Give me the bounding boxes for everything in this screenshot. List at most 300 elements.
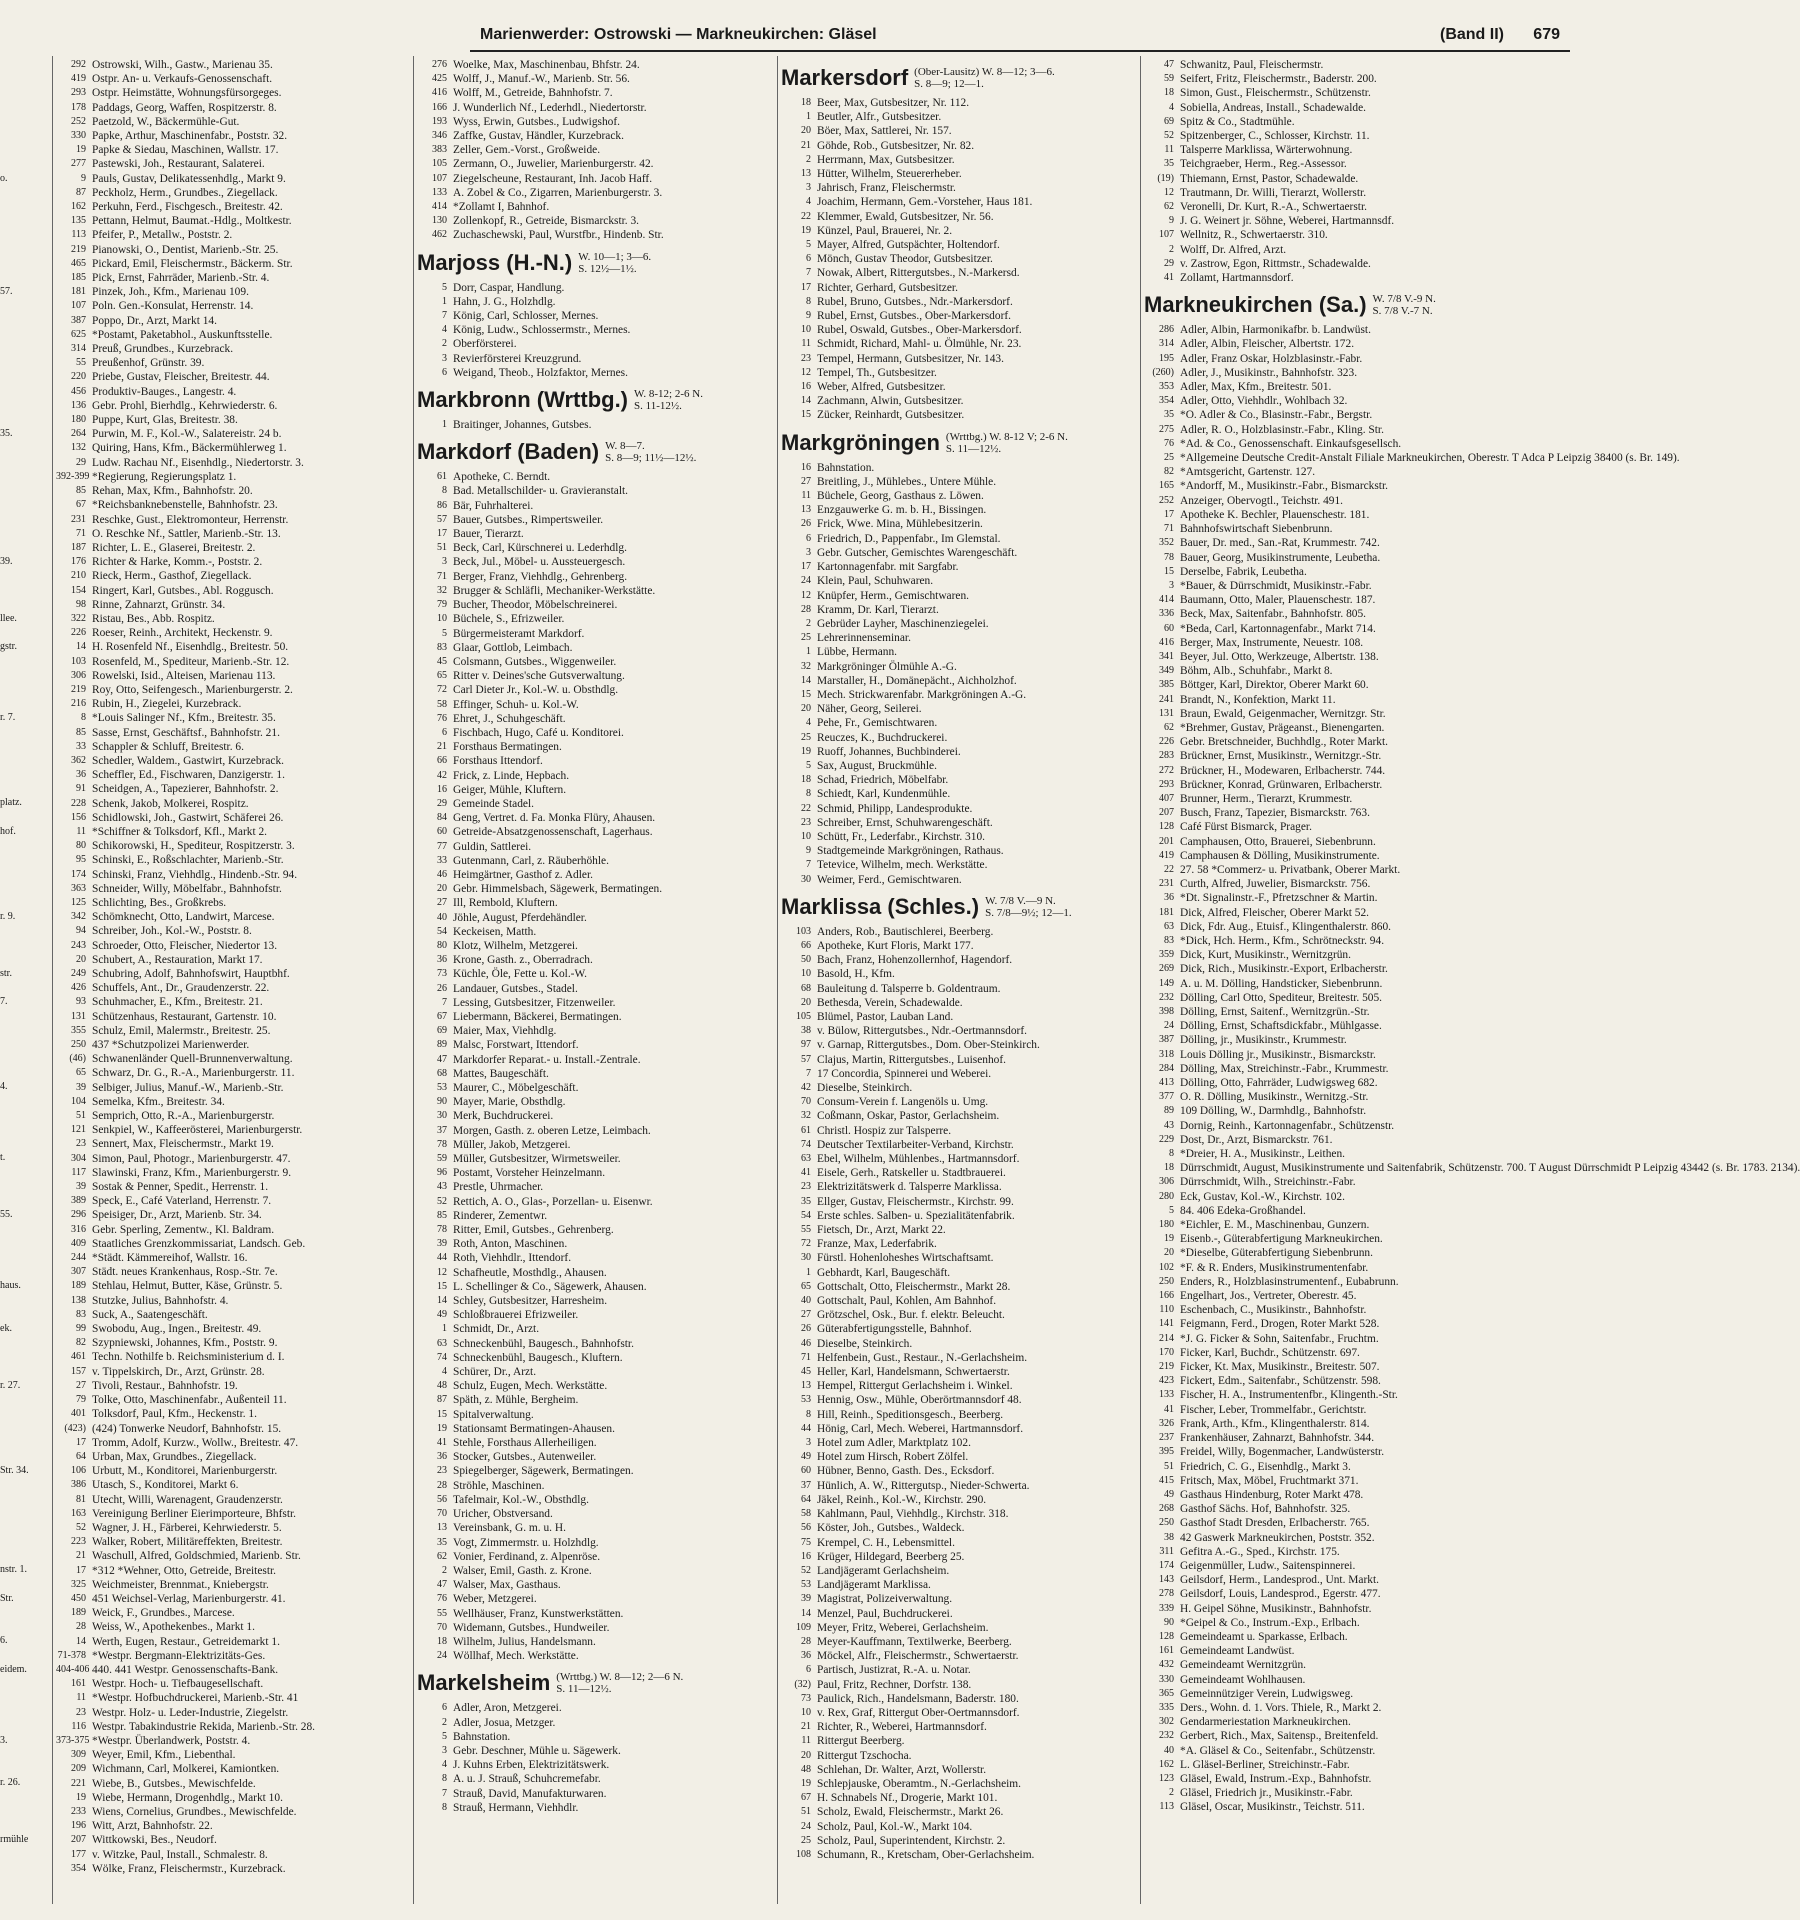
subscriber-text: Merk, Buchdruckerei. <box>453 1110 554 1123</box>
page-number: 679 <box>1533 26 1560 43</box>
directory-entry <box>1144 451 1680 465</box>
directory-entry <box>56 172 409 186</box>
subscriber-text: *Ad. & Co., Genossenschaft. Einkaufsgesellsch. <box>1180 437 1402 450</box>
subscriber-text: Schafheutle, Mosthdlg., Ahausen. <box>453 1266 607 1279</box>
margin-fragment: 7. <box>0 996 8 1008</box>
directory-entry <box>1144 1360 1580 1374</box>
directory-entry <box>1144 394 1580 408</box>
phone-number: 268 <box>1159 1503 1174 1515</box>
subscriber-text: Guldin, Sattlerei. <box>453 840 532 853</box>
phone-number: 250 <box>1159 1517 1174 1529</box>
directory-entry <box>417 754 772 768</box>
directory-entry <box>781 1280 1136 1294</box>
subscriber-text: Meyer-Kauffmann, Textilwerke, Beerberg. <box>817 1635 1012 1648</box>
subscriber-text: Hünlich, A. W., Rittergutsp., Nieder-Schwerta. <box>817 1479 1030 1492</box>
margin-fragment: 4. <box>0 1081 8 1093</box>
subscriber-text: Rieck, Herm., Gasthof, Ziegellack. <box>92 570 252 583</box>
phone-number: 67 <box>76 499 86 511</box>
directory-entry <box>781 1692 1136 1706</box>
subscriber-text: Feigmann, Ferd., Drogen, Roter Markt 528. <box>1180 1318 1380 1331</box>
subscriber-text: J. G. Weinert jr. Söhne, Weberei, Hartmannsdf. <box>1180 215 1395 228</box>
subscriber-text: Priebe, Gustav, Fleischer, Breitestr. 44. <box>92 371 270 384</box>
phone-number: 63 <box>801 1153 811 1165</box>
subscriber-text: Sasse, Ernst, Geschäftsf., Bahnhofstr. 21. <box>92 726 280 739</box>
phone-number: 19 <box>437 1422 447 1434</box>
subscriber-text: Weyer, Emil, Kfm., Liebenthal. <box>92 1749 236 1762</box>
subscriber-text: Büchele, Georg, Gasthaus z. Löwen. <box>817 490 984 503</box>
phone-number: 52 <box>1164 130 1174 142</box>
phone-number: 60 <box>1164 622 1174 634</box>
phone-number: 176 <box>71 556 86 568</box>
phone-number: 5 <box>442 281 447 293</box>
phone-number: 3 <box>442 556 447 568</box>
directory-entry <box>417 1550 772 1564</box>
subscriber-text: Sobiella, Andreas, Install., Schadewalde. <box>1180 101 1366 114</box>
directory-entry <box>417 996 772 1010</box>
subscriber-text: Schidlowski, Joh., Gastwirt, Schäferei 26. <box>92 811 284 824</box>
directory-entry <box>56 1478 409 1492</box>
directory-entry <box>417 1237 772 1251</box>
directory-entry <box>781 1024 1136 1038</box>
directory-entry <box>56 1422 409 1436</box>
directory-entry <box>56 1081 409 1095</box>
phone-number: 16 <box>801 381 811 393</box>
phone-number: 8 <box>442 1773 447 1785</box>
phone-number: 23 <box>801 352 811 364</box>
directory-entry <box>1144 565 1580 579</box>
directory-entry <box>417 1521 772 1535</box>
phone-number: 83 <box>1164 934 1174 946</box>
phone-number: 414 <box>432 201 447 213</box>
phone-number: 3 <box>442 352 447 364</box>
subscriber-text: *Zollamt I, Bahnhof. <box>453 201 550 214</box>
phone-number: 71-378 <box>57 1649 86 1661</box>
directory-entry <box>417 1701 772 1715</box>
phone-number: 228 <box>71 797 86 809</box>
subscriber-text: Rowelski, Isid., Alteisen, Marienau 113. <box>92 669 276 682</box>
directory-entry <box>56 72 409 86</box>
phone-number: 17 <box>76 1564 86 1576</box>
subscriber-text: *F. & R. Enders, Musikinstrumentenfabr. <box>1180 1261 1369 1274</box>
subscriber-text: 17 Concordia, Spinnerei und Weberei. <box>817 1067 992 1080</box>
directory-entry <box>781 352 1136 366</box>
directory-entry <box>56 1407 409 1421</box>
subscriber-text: Deutscher Textilarbeiter-Verband, Kirchstr. <box>817 1138 1014 1151</box>
directory-entry <box>781 953 1136 967</box>
directory-column-3 <box>781 58 1136 1902</box>
subscriber-text: Schwanitz, Paul, Fleischermstr. <box>1180 59 1324 71</box>
phone-number: 125 <box>71 896 86 908</box>
phone-number: 355 <box>71 1024 86 1036</box>
phone-number: 231 <box>1159 878 1174 890</box>
subscriber-text: Rubin, H., Ziegelei, Kurzebrack. <box>92 698 242 711</box>
subscriber-text: Wichmann, Carl, Molkerei, Kamiontken. <box>92 1763 280 1776</box>
directory-entry <box>781 124 1136 138</box>
directory-entry <box>56 1521 409 1535</box>
phone-number: 174 <box>1159 1559 1174 1571</box>
phone-number: 17 <box>801 281 811 293</box>
directory-entry <box>781 1607 1136 1621</box>
directory-entry <box>56 1109 409 1123</box>
phone-number: (46) <box>69 1053 86 1065</box>
directory-entry <box>56 1606 409 1620</box>
subscriber-text: Stehle, Forsthaus Allerheiligen. <box>453 1437 597 1450</box>
subscriber-text: Berger, Max, Instrumente, Neuestr. 108. <box>1180 636 1364 649</box>
subscriber-text: Jöhle, August, Pferdehändler. <box>453 911 587 924</box>
subscriber-text: Landjägeramt Marklissa. <box>817 1579 931 1592</box>
directory-entry <box>56 1649 409 1663</box>
subscriber-text: Sennert, Max, Fleischermstr., Markt 19. <box>92 1138 274 1151</box>
directory-entry <box>417 1251 772 1265</box>
directory-entry <box>781 210 1136 224</box>
phone-number: 5 <box>442 627 447 639</box>
phone-number: 41 <box>801 1167 811 1179</box>
directory-entry <box>417 1730 772 1744</box>
directory-entry <box>1144 863 1580 877</box>
phone-number: 216 <box>71 698 86 710</box>
phone-number: 404-406 <box>56 1663 90 1675</box>
directory-entry <box>417 1592 772 1606</box>
subscriber-text: Braitinger, Johannes, Gutsbes. <box>453 419 592 432</box>
phone-number: 166 <box>1159 1290 1174 1302</box>
directory-entry <box>1144 1715 1580 1729</box>
phone-number: 20 <box>1164 1247 1174 1259</box>
subscriber-text: Forsthaus Bermatingen. <box>453 741 562 754</box>
phone-number: 39 <box>76 1181 86 1193</box>
phone-number: 10 <box>801 1706 811 1718</box>
directory-entry <box>781 1592 1136 1606</box>
subscriber-text: *J. G. Ficker & Sohn, Saitenfabr., Fruchtm. <box>1180 1332 1379 1345</box>
directory-entry <box>56 1152 409 1166</box>
subscriber-text: *Eichler, E. M., Maschinenbau, Gunzern. <box>1180 1219 1370 1232</box>
subscriber-text: *Postamt, Paketabhol., Auskunftsstelle. <box>92 328 273 341</box>
subscriber-text: Müller, Jakob, Metzgerei. <box>453 1138 571 1151</box>
directory-entry <box>1144 1062 1580 1076</box>
phone-number: 7 <box>442 310 447 322</box>
phone-number: 82 <box>76 1337 86 1349</box>
subscriber-text: 437 *Schutzpolizei Marienwerder. <box>92 1039 250 1052</box>
phone-number: 335 <box>1159 1701 1174 1713</box>
subscriber-text: A. Zobel & Co., Zigarren, Marienburgerstr. 3. <box>453 186 663 199</box>
phone-number: 409 <box>71 1237 86 1249</box>
directory-entry <box>56 1294 409 1308</box>
phone-number: 163 <box>71 1507 86 1519</box>
phone-number: 108 <box>796 1848 811 1860</box>
subscriber-text: Näher, Georg, Seilerei. <box>817 703 922 716</box>
subscriber-text: Zaffke, Gustav, Händler, Kurzebrack. <box>453 130 624 143</box>
subscriber-text: Pastewski, Joh., Restaurant, Salaterei. <box>92 158 265 171</box>
subscriber-text: Rittergut Beerberg. <box>817 1735 905 1748</box>
phone-number: 29 <box>76 456 86 468</box>
subscriber-text: Preußenhof, Grünstr. 39. <box>92 357 205 370</box>
directory-entry <box>1144 1573 1580 1587</box>
phone-number: 35 <box>437 1536 447 1548</box>
phone-number: 57 <box>437 513 447 525</box>
subscriber-text: Preuß, Grundbes., Kurzebrack. <box>92 343 234 356</box>
subscriber-text: *Geipel & Co., Instrum.-Exp., Erlbach. <box>1180 1616 1360 1629</box>
phone-number: 60 <box>437 826 447 838</box>
phone-number: 80 <box>437 939 447 951</box>
phone-number: 27 <box>801 475 811 487</box>
phone-number: 423 <box>1159 1375 1174 1387</box>
phone-number: 27 <box>437 897 447 909</box>
phone-number: 85 <box>76 485 86 497</box>
directory-entry <box>781 716 1136 730</box>
phone-number: 201 <box>1159 835 1174 847</box>
subscriber-text: Louis Dölling jr., Musikinstr., Bismarckstr. <box>1180 1048 1376 1061</box>
directory-entry <box>1144 186 1580 200</box>
subscriber-text: Vonier, Ferdinand, z. Alpenröse. <box>453 1550 601 1563</box>
directory-entry <box>781 816 1136 830</box>
subscriber-text: Rettich, A. O., Glas-, Porzellan- u. Eisenwr. <box>453 1195 653 1208</box>
directory-entry <box>1144 1602 1580 1616</box>
place-heading <box>1144 293 1580 317</box>
directory-entry <box>417 72 772 86</box>
directory-entry <box>781 1436 1136 1450</box>
directory-entry <box>56 498 409 512</box>
subscriber-text: Frick, z. Linde, Hepbach. <box>453 769 570 782</box>
subscriber-text: Bad. Metallschilder- u. Gravieranstalt. <box>453 485 629 498</box>
subscriber-text: Schuffels, Ant., Dr., Graudenzerstr. 22. <box>92 982 270 995</box>
subscriber-text: Wölke, Franz, Fleischermstr., Kurzebrack. <box>92 1862 286 1875</box>
directory-entry <box>56 910 409 924</box>
directory-entry <box>1144 1261 1580 1275</box>
directory-entry <box>56 470 409 484</box>
phone-number: 73 <box>437 968 447 980</box>
subscriber-text: Sostak & Penner, Spedit., Herrenstr. 1. <box>92 1181 269 1194</box>
phone-number: 7 <box>806 1067 811 1079</box>
subscriber-text: Malsc, Forstwart, Ittendorf. <box>453 1039 579 1052</box>
directory-entry <box>1144 1460 1580 1474</box>
phone-number: 99 <box>76 1323 86 1335</box>
margin-fragment: r. 27. <box>0 1379 21 1391</box>
place-heading <box>417 1671 772 1695</box>
column-divider <box>1140 56 1141 1904</box>
phone-number: 20 <box>801 125 811 137</box>
subscriber-text: Hütter, Wilhelm, Steuererheber. <box>817 168 962 181</box>
directory-entry <box>781 1635 1136 1649</box>
directory-entry <box>1144 636 1580 650</box>
phone-number: 28 <box>437 1479 447 1491</box>
directory-column-1 <box>56 58 409 1902</box>
subscriber-text: Weick, F., Grundbes., Marcese. <box>92 1607 235 1620</box>
subscriber-text: Westpr. Holz- u. Leder-Industrie, Ziegelstr. <box>92 1706 289 1719</box>
directory-entry <box>781 1649 1136 1663</box>
phone-number: 2 <box>1169 1787 1174 1799</box>
subscriber-text: Marstaller, H., Domänepächt., Aichholzhof. <box>817 674 1017 687</box>
subscriber-text: 451 Weichsel-Verlag, Marienburgerstr. 41. <box>92 1592 286 1605</box>
directory-entry <box>417 1209 772 1223</box>
subscriber-text: Wöllhaf, Mech. Werkstätte. <box>453 1650 579 1663</box>
phone-number: 219 <box>71 683 86 695</box>
phone-number: 24 <box>801 575 811 587</box>
directory-entry <box>56 484 409 498</box>
phone-number: 105 <box>796 1010 811 1022</box>
directory-entry <box>56 285 409 299</box>
subscriber-text: Dölling, Ernst, Schaftsdickfabr., Mühlgasse. <box>1180 1020 1382 1033</box>
subscriber-text: Richter, L. E., Glaserei, Breitestr. 2. <box>92 541 256 554</box>
subscriber-text: Heller, Karl, Handelsmann, Schwertaerstr. <box>817 1366 1010 1379</box>
subscriber-text: Suck, A., Saatengeschäft. <box>92 1308 208 1321</box>
subscriber-text: Adler, Otto, Viehhdlr., Wohlbach 32. <box>1180 395 1348 408</box>
directory-entry <box>417 1379 772 1393</box>
directory-entry <box>781 731 1136 745</box>
subscriber-text: *Westpr. Hofbuchdruckerei, Marienb.-Str. 41 <box>92 1692 299 1705</box>
phone-number: 11 <box>76 825 86 837</box>
phone-number: 41 <box>1164 272 1174 284</box>
subscriber-text: Ebel, Wilhelm, Mühlenbes., Hartmannsdorf. <box>817 1153 1020 1166</box>
phone-number: 113 <box>71 229 86 241</box>
subscriber-text: Schulz, Eugen, Mech. Werkstätte. <box>453 1380 608 1393</box>
directory-entry <box>56 1493 409 1507</box>
directory-entry <box>56 967 409 981</box>
phone-number: 342 <box>71 911 86 923</box>
subscriber-text: Schömknecht, Otto, Landwirt, Marcese. <box>92 911 275 924</box>
directory-entry <box>781 1351 1136 1365</box>
phone-number: 17 <box>1164 508 1174 520</box>
phone-number: 79 <box>76 1394 86 1406</box>
subscriber-text: Rubel, Ernst, Gutsbes., Ober-Markersdorf. <box>817 310 1012 323</box>
directory-entry <box>781 517 1136 531</box>
phone-number: 97 <box>801 1039 811 1051</box>
directory-entry <box>781 1663 1136 1677</box>
phone-number: 67 <box>437 1010 447 1022</box>
directory-entry <box>1144 1204 1580 1218</box>
subscriber-text: Landjägeramt Gerlachsheim. <box>817 1564 950 1577</box>
place-name: Marklissa (Schles.) <box>781 893 980 919</box>
subscriber-text: Spitzenberger, C., Schlosser, Kirchstr. 11. <box>1180 130 1370 143</box>
directory-entry <box>56 1819 409 1833</box>
phone-number: 12 <box>437 1266 447 1278</box>
phone-number: 82 <box>1164 466 1174 478</box>
phone-number: 136 <box>71 399 86 411</box>
subscriber-text: Pettann, Helmut, Baumat.-Hdlg., Moltkestr. <box>92 215 292 228</box>
directory-entry <box>417 115 772 129</box>
phone-number: 36 <box>437 1451 447 1463</box>
phone-number: 2 <box>442 1716 447 1728</box>
directory-entry <box>781 366 1136 380</box>
subscriber-text: Papke & Siedau, Maschinen, Wallstr. 17. <box>92 144 279 157</box>
phone-number: 90 <box>437 1096 447 1108</box>
directory-entry <box>1144 622 1580 636</box>
phone-number: 161 <box>71 1678 86 1690</box>
subscriber-text: Beck, Jul., Möbel- u. Aussteuergesch. <box>453 556 626 569</box>
directory-entry <box>417 584 772 598</box>
phone-number: 415 <box>1159 1474 1174 1486</box>
phone-number: 207 <box>1159 807 1174 819</box>
phone-number: 316 <box>71 1223 86 1235</box>
directory-entry <box>781 1308 1136 1322</box>
directory-entry <box>781 844 1136 858</box>
directory-entry <box>781 1053 1136 1067</box>
directory-entry <box>1144 1218 1580 1232</box>
subscriber-text: Pianowski, O., Dentist, Marienb.-Str. 25. <box>92 243 279 256</box>
directory-entry <box>56 1237 409 1251</box>
phone-number: 50 <box>801 954 811 966</box>
subscriber-text: Knüpfer, Herm., Gemischtwaren. <box>817 589 969 602</box>
phone-number: 450 <box>71 1592 86 1604</box>
directory-entry <box>781 167 1136 181</box>
phone-number: 4 <box>806 717 811 729</box>
subscriber-text: Spitalverwaltung. <box>453 1408 534 1421</box>
subscriber-text: Schulz, Emil, Malermstr., Breitestr. 25. <box>92 1024 271 1037</box>
directory-entry <box>1144 1658 1580 1672</box>
directory-entry <box>417 555 772 569</box>
directory-entry <box>417 1024 772 1038</box>
subscriber-text: A. u. J. Strauß, Schuhcremefabr. <box>453 1773 601 1786</box>
directory-entry <box>417 1067 772 1081</box>
phone-number: 6 <box>806 1664 811 1676</box>
subscriber-text: Bär, Fuhrhalterei. <box>453 499 534 512</box>
subscriber-text: Roy, Otto, Seifengesch., Marienburgerstr. 2. <box>92 683 293 696</box>
phone-number: 66 <box>801 939 811 951</box>
subscriber-text: Rubel, Bruno, Gutsbes., Ndr.-Markersdorf. <box>817 295 1013 308</box>
phone-number: 373-375 <box>56 1734 90 1746</box>
subscriber-text: Zücker, Reinhardt, Gutsbesitzer. <box>817 409 965 422</box>
directory-entry <box>1144 835 1580 849</box>
subscriber-text: Gemeindeamt Wohlhausen. <box>1180 1673 1306 1686</box>
phone-number: 174 <box>71 868 86 880</box>
directory-entry <box>417 698 772 712</box>
phone-number: 76 <box>437 1593 447 1605</box>
directory-entry <box>56 1436 409 1450</box>
subscriber-text: Rubel, Oswald, Gutsbes., Ober-Markersdorf. <box>817 324 1022 337</box>
directory-entry <box>1144 1005 1580 1019</box>
phone-number: 30 <box>801 873 811 885</box>
subscriber-text: Roth, Anton, Maschinen. <box>453 1238 568 1251</box>
directory-entry <box>56 1379 409 1393</box>
place-name: Markdorf (Baden) <box>417 439 600 465</box>
phone-number: 33 <box>76 740 86 752</box>
directory-entry <box>56 1180 409 1194</box>
subscriber-text: Rittergut Tzschocha. <box>817 1749 912 1762</box>
phone-number: 17 <box>437 528 447 540</box>
directory-entry <box>1144 607 1580 621</box>
subscriber-text: Küchle, Öle, Fette u. Kol.-W. <box>453 968 588 981</box>
phone-number: 116 <box>71 1720 86 1732</box>
subscriber-text: Gemeinde Stadel. <box>453 797 534 810</box>
subscriber-text: Menzel, Paul, Buchdruckerei. <box>817 1607 953 1620</box>
directory-entry <box>781 1805 1136 1819</box>
phone-number: 625 <box>71 328 86 340</box>
subscriber-text: Dick, Kurt, Musikinstr., Wernitzgrün. <box>1180 949 1351 962</box>
directory-entry <box>56 640 409 654</box>
phone-number: 72 <box>801 1238 811 1250</box>
subscriber-text: Apotheke, C. Berndt. <box>453 471 551 484</box>
subscriber-text: Wyss, Erwin, Gutsbes., Ludwigshof. <box>453 115 620 128</box>
directory-entry <box>1144 1104 1580 1118</box>
phone-number: 5 <box>442 1730 447 1742</box>
phone-number: 95 <box>76 854 86 866</box>
phone-number: 7 <box>442 1787 447 1799</box>
directory-entry <box>417 1322 772 1336</box>
directory-entry <box>781 489 1136 503</box>
margin-fragment: 57. <box>0 286 13 298</box>
phone-number: 210 <box>71 570 86 582</box>
subscriber-text: König, Ludw., Schlossermstr., Mernes. <box>453 324 631 337</box>
directory-entry <box>56 683 409 697</box>
directory-entry <box>56 626 409 640</box>
directory-entry <box>417 1053 772 1067</box>
subscriber-text: Peckholz, Herm., Grundbes., Ziegellack. <box>92 186 278 199</box>
phone-number: 226 <box>71 627 86 639</box>
phone-number: 74 <box>437 1351 447 1363</box>
phone-number: 1 <box>442 1323 447 1335</box>
phone-number: 43 <box>437 1181 447 1193</box>
directory-entry <box>1144 735 1580 749</box>
phone-number: 13 <box>801 1380 811 1392</box>
phone-number: 55 <box>437 1607 447 1619</box>
